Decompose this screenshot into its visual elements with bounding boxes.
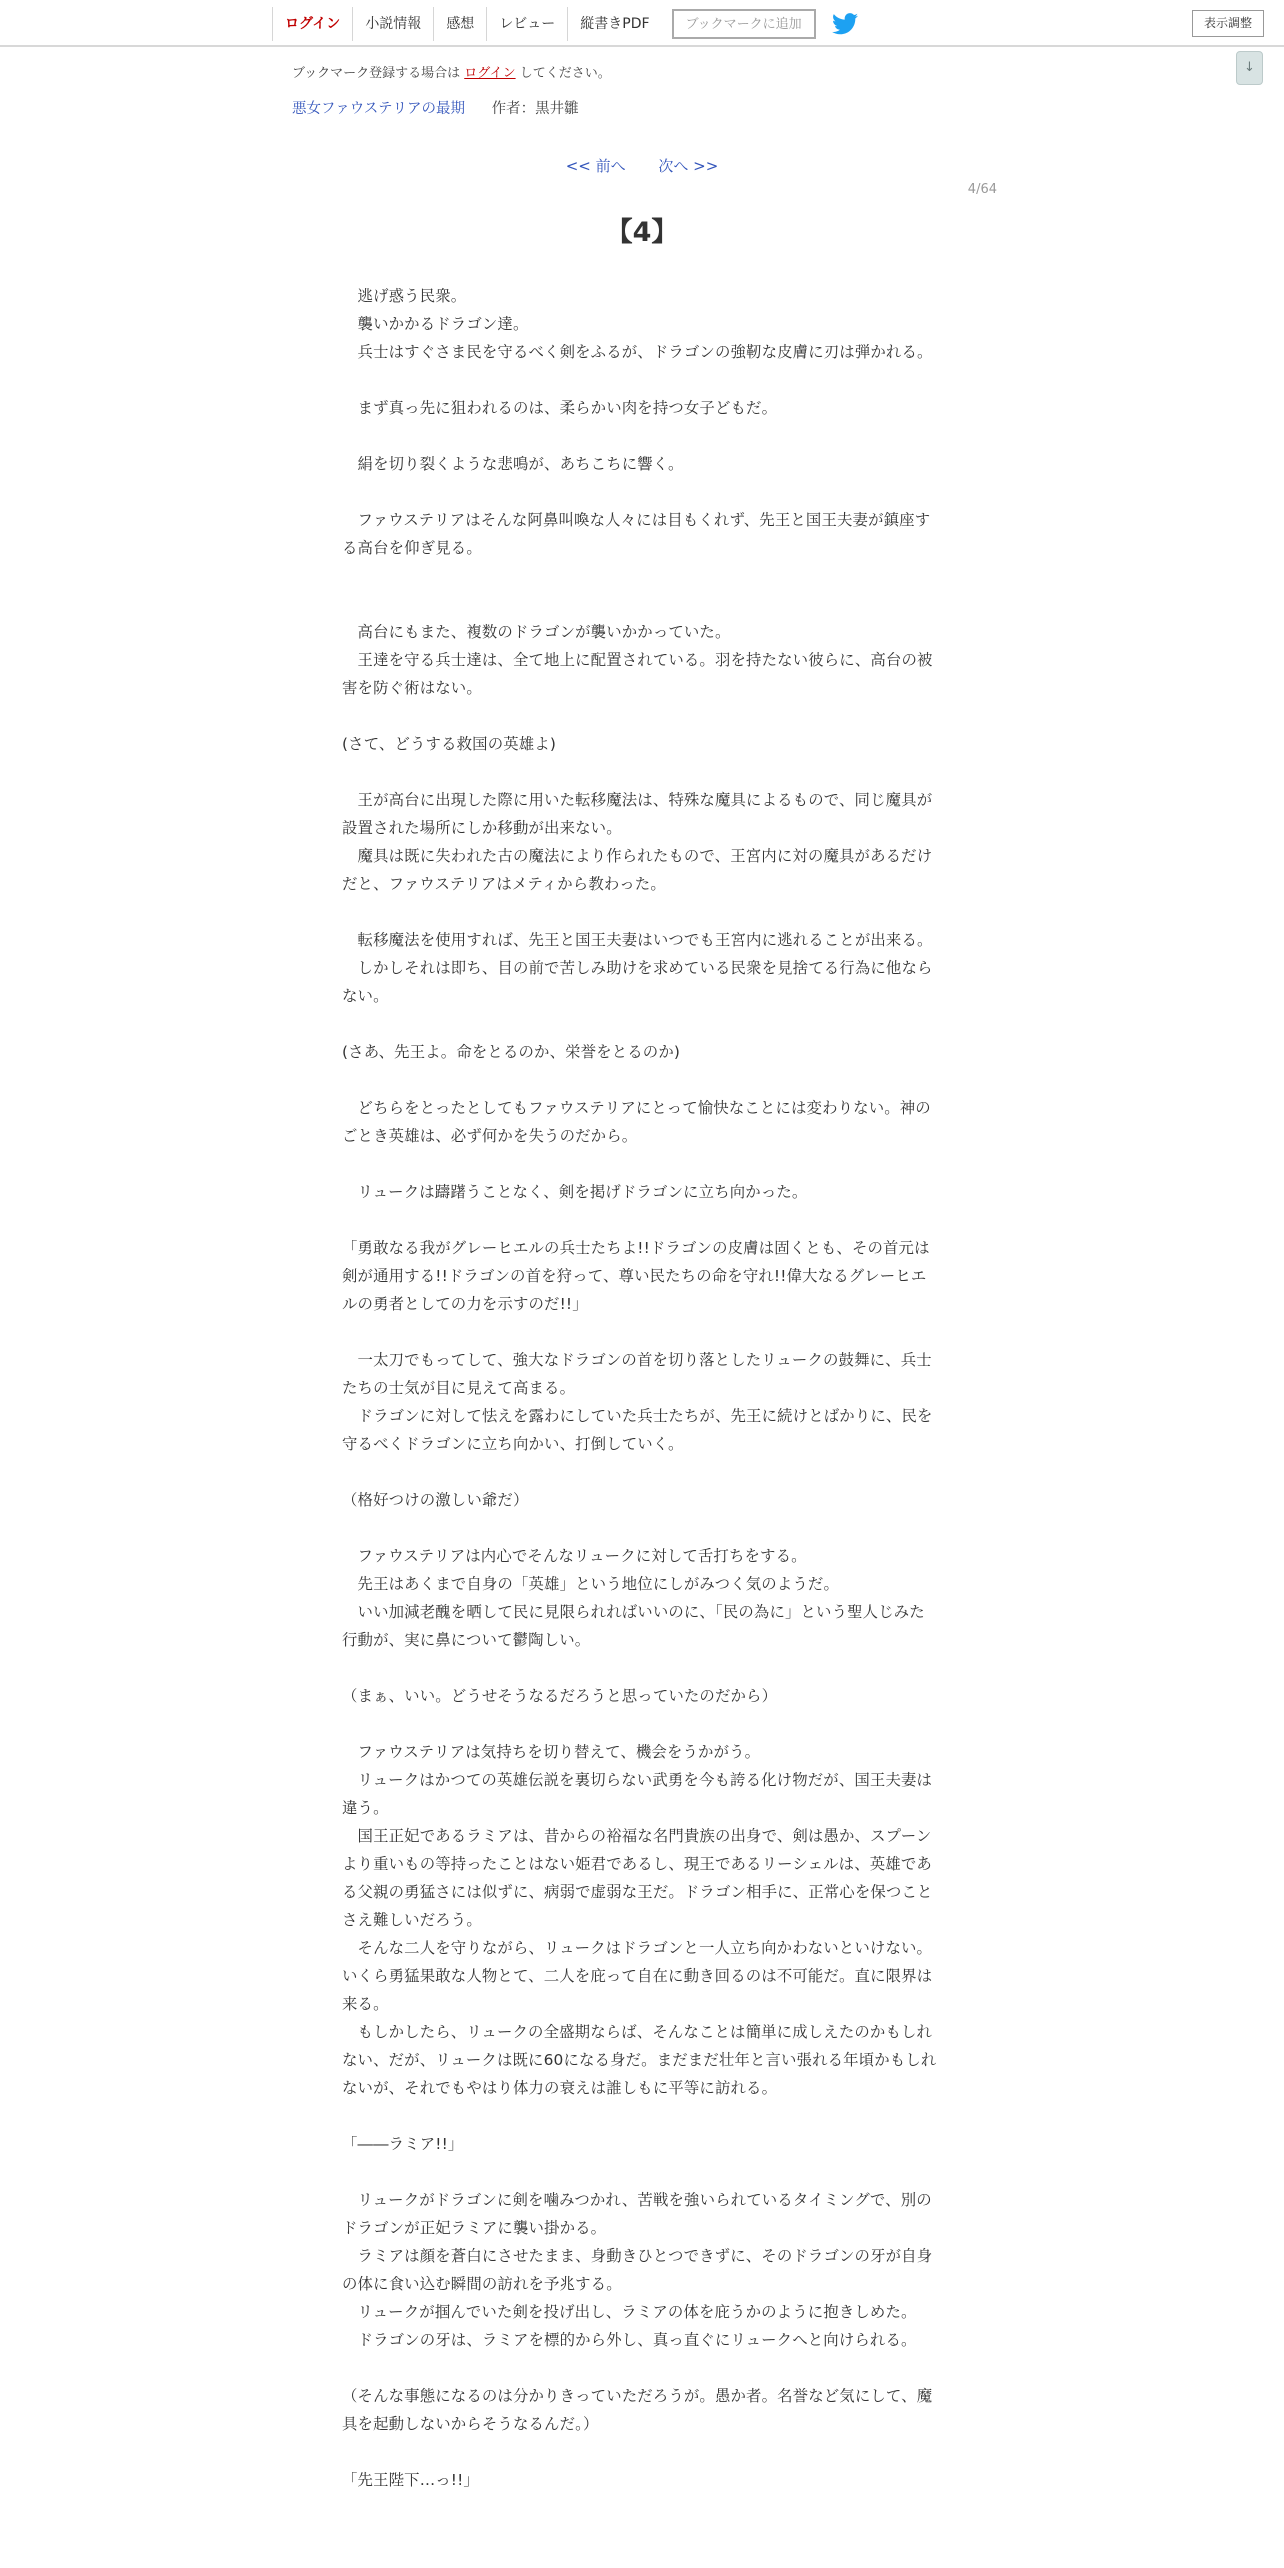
chapter-paragraph <box>342 1066 940 1094</box>
chapter-paragraph: リュークがドラゴンに剣を噛みつかれ、苦戦を強いられているタイミングで、別のドラゴンが正妃ラミアに襲い掛かる。 <box>342 2191 932 2237</box>
chapter-paragraph <box>342 702 940 730</box>
chapter-paragraph: 国王正妃であるラミアは、昔からの裕福な名門貴族の出身で、剣は愚か、スプーンより重いもの等持ったことはない姫君であるし、現王であるリーシェルは、英雄である父親の勇猛さには似ずに、病弱で虚弱な王だ。ドラゴン相手に、正常心を保つことさえ難しいだろう。 <box>342 1827 933 1929</box>
chapter-paragraph <box>342 2158 940 2186</box>
chapter-paragraph: 襲いかかるドラゴン達。 <box>342 315 529 333</box>
chapter-paragraph: ドラゴンに対して怯えを露わにしていた兵士たちが、先王に続けとばかりに、民を守るべくドラゴンに立ち向かい、打倒していく。 <box>342 1407 933 1453</box>
chapter-paragraph: 絹を切り裂くような悲鳴が、あちこちに響く。 <box>342 455 684 473</box>
chapter-body <box>342 282 940 2494</box>
chapter-paragraph: 魔具は既に失われた古の魔法により作られたもので、王宮内に対の魔具があるだけだと、ファウステリアはメティから教わった。 <box>342 847 933 893</box>
chapter-paragraph <box>342 1514 940 1542</box>
chapter-paragraph: 一太刀でもってして、強大なドラゴンの首を切り落としたリュークの鼓舞に、兵士たちの士気が目に見えて高まる。 <box>342 1351 932 1397</box>
chapter-paragraph: ファウステリアはそんな阿鼻叫喚な人々には目もくれず、先王と国王夫妻が鎮座する高台を仰ぎ見る。 <box>342 511 931 557</box>
chapter-paragraph: ファウステリアは気持ちを切り替えて、機会をうかがう。 <box>342 1743 761 1761</box>
chapter-paragraph <box>342 1458 940 1486</box>
chapter-pager <box>0 155 1284 176</box>
chapter-paragraph: リュークが掴んでいた剣を投げ出し、ラミアの体を庇うかのように抱きしめた。 <box>342 2303 917 2321</box>
scroll-down-button[interactable]: ↓ <box>1236 51 1263 85</box>
chapter-paragraph: （そんな事態になるのは分かりきっていただろうが。愚か者。名誉など気にして、魔具を起動しないからそうなるんだ。） <box>342 2387 933 2433</box>
add-bookmark-button[interactable]: ブックマークに追加 <box>672 9 816 39</box>
display-settings-button[interactable]: 表示調整 <box>1192 10 1264 37</box>
bookmark-note-login-link[interactable]: ログイン <box>464 66 516 81</box>
chapter-paragraph: 兵士はすぐさま民を守るべく剣をふるが、ドラゴンの強靭な皮膚に刃は弾かれる。 <box>342 343 933 361</box>
chapter-paragraph: まず真っ先に狙われるのは、柔らかい肉を持つ女子どもだ。 <box>342 399 778 417</box>
main-nav <box>272 7 858 41</box>
chapter-title: 【4】 <box>605 217 679 248</box>
chapter-paragraph <box>342 366 940 394</box>
bookmark-note-text-after: してください。 <box>519 66 611 81</box>
chapter-paragraph: 王が高台に出現した際に用いた転移魔法は、特殊な魔具によるもので、同じ魔具が設置された場所にしか移動が出来ない。 <box>342 791 933 837</box>
chapter-paragraph <box>342 2354 940 2382</box>
chapter-paragraph: 先王はあくまで自身の「英雄」という地位にしがみつく気のようだ。 <box>342 1575 839 1593</box>
chapter-paragraph: どちらをとったとしてもファウステリアにとって愉快なことには変わりない。神のごとき英雄は、必ず何かを失うのだから。 <box>342 1099 931 1145</box>
chapter-paragraph: 転移魔法を使用すれば、先王と国王夫妻はいつでも王宮内に逃れることが出来る。 <box>342 931 933 949</box>
novel-title-link[interactable]: 悪女ファウステリアの最期 <box>292 101 465 117</box>
chapter-paragraph <box>342 2438 940 2466</box>
chapter-paragraph: (さあ、先王よ。命をとるのか、栄誉をとるのか) <box>342 1043 681 1061</box>
chapter-paragraph <box>342 1010 940 1038</box>
nav-novel-info-link[interactable]: 小説情報 <box>352 7 433 41</box>
chapter-paragraph <box>342 478 940 506</box>
nav-review-link[interactable]: レビュー <box>486 7 567 41</box>
chapter-paragraph <box>342 758 940 786</box>
next-chapter-link[interactable]: 次へ >> <box>658 157 719 175</box>
twitter-bird-icon[interactable] <box>832 13 858 35</box>
bookmark-note-text-before: ブックマーク登録する場合は <box>292 66 461 81</box>
chapter-paragraph: ラミアは顔を蒼白にさせたまま、身動きひとつできずに、そのドラゴンの牙が自身の体に食い込む瞬間の訪れを予兆する。 <box>342 2247 933 2293</box>
chapter-paragraph: リュークはかつての英雄伝説を裏切らない武勇を今も誇る化け物だが、国王夫妻は違う。 <box>342 1771 933 1817</box>
chapter-paragraph <box>342 1710 940 1738</box>
chapter-paragraph: (さて、どうする救国の英雄よ) <box>342 735 557 753</box>
chapter-paragraph: そんな二人を守りながら、リュークはドラゴンと一人立ち向かわないといけない。いくら勇猛果敢な人物とて、二人を庇って自在に動き回るのは不可能だ。直に限界は来る。 <box>342 1939 933 2013</box>
page-counter: 4/64 <box>967 182 997 197</box>
chapter-paragraph: もしかしたら、リュークの全盛期ならば、そんなことは簡単に成しえたのかもしれない、だが、リュークは既に60になる身だ。まだまだ壮年と言い張れる年頃かもしれないが、それでもやはり体力の衰えは誰しもに平等に訪れる。 <box>342 2023 937 2097</box>
chapter-paragraph <box>342 1206 940 1234</box>
chapter-paragraph <box>342 1654 940 1682</box>
novel-header <box>292 97 579 118</box>
chapter-paragraph: 「勇敢なる我がグレーヒエルの兵士たちよ!!ドラゴンの皮膚は固くとも、その首元は剣が通用する!!ドラゴンの首を狩って、尊い民たちの命を守れ!!偉大なるグレーヒエルの勇者としての力を示すのだ!!」 <box>342 1239 930 1313</box>
chapter-paragraph: 逃げ惑う民衆。 <box>342 287 467 305</box>
chapter-paragraph: （まぁ、いい。どうせそうなるだろうと思っていたのだから） <box>342 1687 778 1705</box>
chapter-paragraph: （格好つけの激しい爺だ） <box>342 1491 529 1509</box>
chapter-paragraph: しかしそれは即ち、目の前で苦しみ助けを求めている民衆を見捨てる行為に他ならない。 <box>342 959 933 1005</box>
chapter-paragraph: ファウステリアは内心でそんなリュークに対して舌打ちをする。 <box>342 1547 807 1565</box>
nav-login-link[interactable]: ログイン <box>272 7 352 41</box>
chapter-paragraph: 高台にもまた、複数のドラゴンが襲いかかっていた。 <box>342 623 731 641</box>
chapter-paragraph <box>342 562 940 590</box>
chapter-paragraph: ドラゴンの牙は、ラミアを標的から外し、真っ直ぐにリュークへと向けられる。 <box>342 2331 917 2349</box>
nav-vertical-pdf-link[interactable]: 縦書きPDF <box>567 7 661 41</box>
chapter-paragraph <box>342 1318 940 1346</box>
top-navigation-bar <box>0 0 1284 47</box>
chapter-paragraph <box>342 2102 940 2130</box>
chapter-paragraph: 「――ラミア!!」 <box>342 2135 464 2153</box>
author-name: 作者：黒井雛 <box>491 101 579 117</box>
chapter-paragraph: いい加減老醜を晒して民に見限られればいいのに、「民の為に」という聖人じみた行動が、実に鼻について鬱陶しい。 <box>342 1603 925 1649</box>
chapter-paragraph: 「先王陛下…っ!!」 <box>342 2471 479 2489</box>
chapter-paragraph <box>342 1150 940 1178</box>
chapter-paragraph <box>342 898 940 926</box>
prev-chapter-link[interactable]: << 前へ <box>565 157 626 175</box>
chapter-paragraph <box>342 422 940 450</box>
chapter-paragraph <box>342 590 940 618</box>
chapter-paragraph: 王達を守る兵士達は、全て地上に配置されている。羽を持たない彼らに、高台の被害を防ぐ術はない。 <box>342 651 933 697</box>
bookmark-login-note <box>292 62 611 81</box>
nav-impressions-link[interactable]: 感想 <box>433 7 486 41</box>
chapter-paragraph: リュークは躊躇うことなく、剣を掲げドラゴンに立ち向かった。 <box>342 1183 808 1201</box>
